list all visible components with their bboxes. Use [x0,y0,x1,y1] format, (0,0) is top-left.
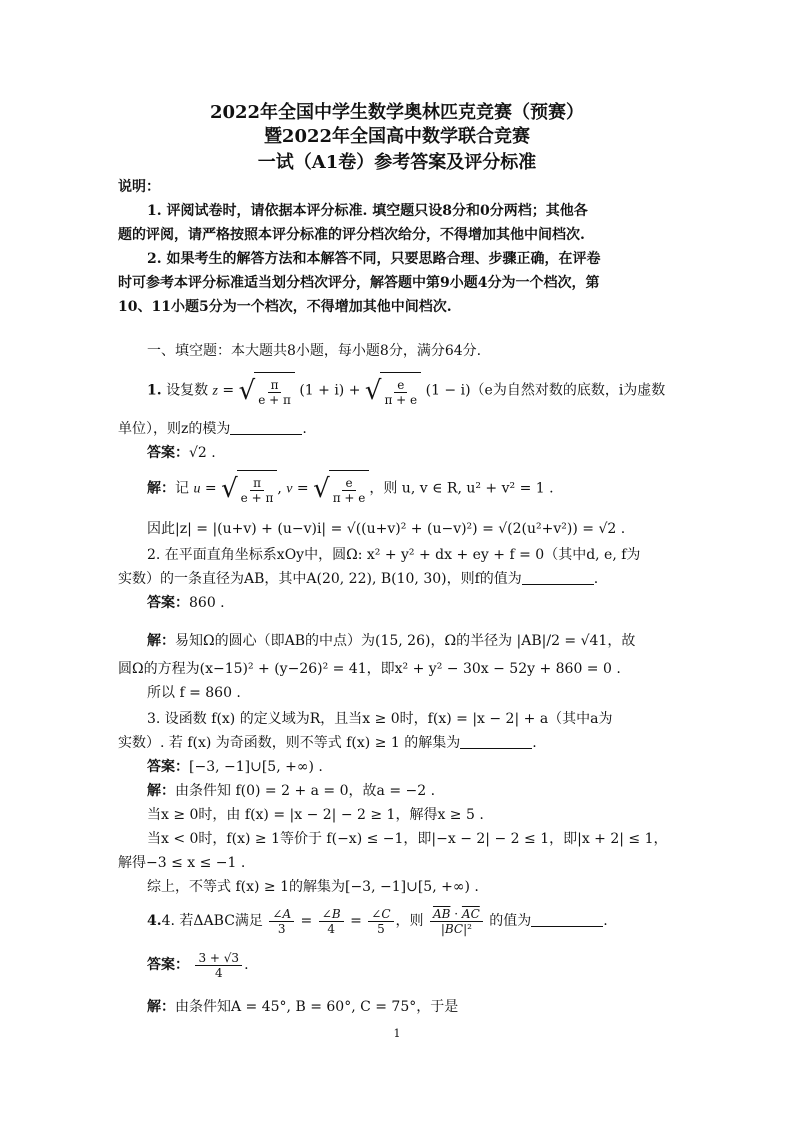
q2-solution-line2: 圆Ω的方程为(x−15)² + (y−26)² = 41，即x² + y² − 30x − 52y + 860 = 0 . [118,661,621,677]
answer-blank [230,420,302,435]
q2-solution-line1: 解：易知Ω的圆心（即AB的中点）为(15, 26)，Ω的半径为 |AB|/2 = √41，故 [147,633,636,649]
q2-answer: 答案：860 . [147,595,225,611]
doc-title-line1: 2022年全国中学生数学奥林匹克竞赛（预赛） [209,102,585,123]
notes-heading: 说明： [118,179,160,195]
q1-solution-line2: 因此|z| = |(u+v) + (u−v)i| = √((u+v)² + (u−v)²) = √(2(u²+v²)) = √2 . [147,521,626,537]
note-2-line1: 2. 如果考生的解答方法和本解答不同，只要思路合理、步骤正确，在评卷 [147,251,601,267]
answer-blank [522,570,594,585]
q1-line1: 1. 设复数 z = √ $\frac{\pi}{e + \pi}$ (1 + i) + √ $\frac{e}{\pi + e}$ (1 − i)（e为自然对数的底数，i为虚数 [147,372,665,409]
note-1-line2: 题的评阅，请严格按照本评分标准的评分档次给分，不得增加其他中间档次. [118,227,585,243]
q3-solution-line3: 当x < 0时，f(x) ≥ 1等价于 f(−x) ≤ −1，即|−x − 2| − 2 ≤ 1，即|x + 2| ≤ 1， [147,831,668,847]
note-2-line2: 时可参考本评分标准适当划分档次评分，解答题中第9小题4分为一个档次，第 [118,275,600,291]
note-2-line3: 10、11小题5分为一个档次，不得增加其他中间档次. [118,299,452,315]
note-1-line1: 1. 评阅试卷时，请依据本评分标准. 填空题只设8分和0分两档；其他各 [147,203,588,219]
q1-solution-line1: 解：记 u = √ $\frac{\pi}{e + \pi}$ , v = √ $\frac{e}{\pi + e}$ ，则 u, v ∈ R, u² + v² = 1 . [147,470,554,507]
q2-solution-line3: 所以 f = 860 . [147,685,241,701]
page-number: 1 [393,1027,401,1040]
doc-title-line3: 一试（A1卷）参考答案及评分标准 [257,152,537,173]
q1-answer: 答案：√2 . [147,445,216,461]
q3-solution-line1: 解：由条件知 f(0) = 2 + a = 0，故a = −2 . [147,783,436,799]
q1-number: 1. [147,382,162,399]
q3-line1: 3. 设函数 f(x) 的定义域为R，且当x ≥ 0时，f(x) = |x − 2| + a（其中a为 [147,711,613,727]
q2-line2: 实数）的一条直径为AB，其中A(20, 22), B(10, 30)，则f的值为 . [118,571,599,587]
q4-answer: 答案： $\frac{3 + √3}{4}$ . [147,950,249,980]
q4-solution-line1: 解：由条件知A = 45°, B = 60°, C = 75°，于是 [147,999,459,1015]
q1-pre: 设复数 [166,382,209,399]
q2-line1: 2. 在平面直角坐标系xOy中，圆Ω: x² + y² + dx + ey + f = 0（其中d, e, f为 [147,547,641,563]
section-heading: 一、填空题：本大题共8小题，每小题8分，满分64分. [147,343,482,359]
q3-answer: 答案：[−3, −1]∪[5, +∞) . [147,759,323,775]
q3-solution-line4: 解得−3 ≤ x ≤ −1 . [118,855,246,871]
answer-blank [531,912,603,927]
q3-solution-line5: 综上，不等式 f(x) ≥ 1的解集为[−3, −1]∪[5, +∞) . [147,879,479,895]
q3-solution-line2: 当x ≥ 0时，由 f(x) = |x − 2| − 2 ≥ 1，解得x ≥ 5 . [147,807,484,823]
answer-blank [460,734,532,749]
q1-line2: 单位），则z的模为 . [118,421,307,437]
q1-suffix: （e为自然对数的底数，i为虚数 [470,382,666,399]
q3-line2: 实数）. 若 f(x) 为奇函数，则不等式 f(x) ≥ 1 的解集为 . [118,735,537,751]
q4-line1: 4.4. 若ΔABC满足 $\frac{\angle A}{3}$ = $\frac{\angle B}{4}$ = $\frac{\angle C}{5}$ ，则 $\frac{\overline{AB} \cdot \overline{AC}}{\text{|BC|²}}$ 的值为 . [147,906,608,936]
doc-title-line2: 暨2022年全国高中数学联合竞赛 [263,126,531,147]
